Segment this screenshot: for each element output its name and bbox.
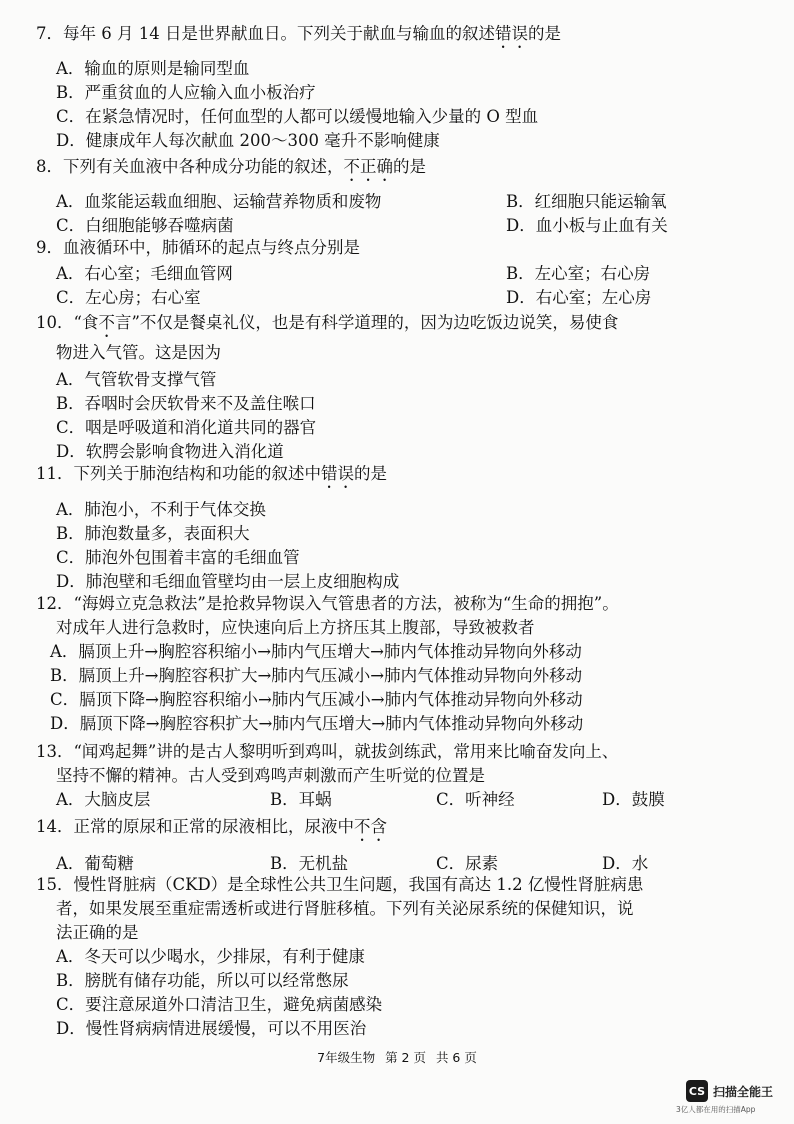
question-13 [36,740,764,812]
question-stem-continued: 法正确的是 [56,923,139,942]
emphasis-text: 错误 [321,464,354,483]
question-stem: 8．下列有关血液中各种成分功能的叙述，不正确的是 [36,157,426,176]
option-a: A．气管软骨支撑气管 [56,370,217,389]
option-a: A．输血的原则是输同型血 [56,59,250,78]
option-b: B．耳蜗 [270,790,332,809]
footer-subject: 7年级生物 [317,1050,376,1065]
question-stem-continued: 对成年人进行急救时，应快速向后上方挤压其上腹部，导致被救者 [56,618,535,637]
question-stem: 15．慢性肾脏病（CKD）是全球性公共卫生问题，我国有高达 1.2 亿慢性肾脏病患 [36,875,644,894]
question-stem: 12．“海姆立克急救法”是抢救异物误入气管患者的方法，被称为“生命的拥抱”。 [36,594,619,613]
question-12 [36,592,764,736]
question-stem: 7．每年 6 月 14 日是世界献血日。下列关于献血与输血的叙述错误的是 [36,24,561,43]
question-9 [36,236,764,310]
option-c: C．膈顶下降→胸腔容积缩小→肺内气压减小→肺内气体推动异物向外移动 [50,690,583,709]
question-10 [36,311,764,464]
emphasis-text: 不 [98,313,115,332]
scanner-app-name: 扫描全能王 [713,1084,774,1099]
question-8 [36,155,764,238]
option-c: C．白细胞能够吞噬病菌 [56,216,234,235]
option-b: B．红细胞只能运输氧 [506,192,667,211]
question-stem: 11．下列关于肺泡结构和功能的叙述中错误的是 [36,464,387,483]
option-a: A．血浆能运载血细胞、运输营养物质和废物 [56,192,382,211]
question-15 [36,873,764,1041]
question-stem: 9．血液循环中，肺循环的起点与终点分别是 [36,238,360,257]
option-d: D．慢性肾病病情进展缓慢，可以不用医治 [56,1019,367,1038]
question-stem-continued: 者，如果发展至重症需透析或进行肾脏移植。下列有关泌尿系统的保健知识，说 [56,899,634,918]
option-d: D．血小板与止血有关 [506,216,668,235]
option-d: D．软腭会影响食物进入消化道 [56,442,284,461]
emphasis-text: 不含 [354,817,387,836]
question-7 [36,22,764,153]
question-stem: 13．“闻鸡起舞”讲的是古人黎明听到鸡叫，就拔剑练武，常用来比喻奋发向上、 [36,742,619,761]
emphasis-text: 错误 [494,24,528,43]
question-stem-continued: 物进入气管。这是因为 [56,343,221,362]
option-a: A．冬天可以少喝水，少排尿，有利于健康 [56,947,365,966]
option-b: B．吞咽时会厌软骨来不及盖住喉口 [56,394,316,413]
option-b: B．膀胱有储存功能，所以可以经常憋尿 [56,971,349,990]
option-b: B．左心室；右心房 [506,264,651,283]
option-c: C．要注意尿道外口清洁卫生，避免病菌感染 [56,995,383,1014]
option-d: D．肺泡壁和毛细血管壁均由一层上皮细胞构成 [56,572,400,591]
option-d: D．右心室；左心房 [506,288,652,307]
option-a: A．葡萄糖 [56,854,134,873]
option-a: A．肺泡小，不利于气体交换 [56,500,266,519]
question-stem-continued: 坚持不懈的精神。古人受到鸡鸣声刺激而产生听觉的位置是 [56,766,485,785]
option-d: D．水 [602,854,649,873]
emphasis-text: 不正确 [343,157,393,176]
footer-page: 第 2 页 [385,1050,426,1065]
option-c: C．肺泡外包围着丰富的毛细血管 [56,548,300,567]
option-c: C．咽是呼吸道和消化道共同的器官 [56,418,317,437]
question-stem: 10．“食不言”不仅是餐桌礼仪，也是有科学道理的，因为边吃饭边说笑，易使食 [36,313,619,332]
page-footer [0,1048,794,1066]
option-c: C．在紧急情况时，任何血型的人都可以缓慢地输入少量的 O 型血 [56,107,539,126]
question-14 [36,815,764,876]
option-c: C．尿素 [436,854,499,873]
option-b: B．严重贫血的人应输入血小板治疗 [56,83,316,102]
scanner-watermark [686,1080,773,1102]
option-b: B．肺泡数量多，表面积大 [56,524,250,543]
scanner-slogan: 3亿人都在用的扫描App [676,1105,756,1114]
question-stem: 14．正常的原尿和正常的尿液相比，尿液中不含 [36,817,387,836]
footer-total: 共 6 页 [435,1050,477,1065]
option-a: A．大脑皮层 [56,790,151,809]
option-b: B．无机盐 [270,854,349,873]
option-c: C．左心房；右心室 [56,288,201,307]
option-a: A．膈顶上升→胸腔容积缩小→肺内气压增大→肺内气体推动异物向外移动 [50,642,582,661]
option-b: B．膈顶上升→胸腔容积扩大→肺内气压减小→肺内气体推动异物向外移动 [50,666,583,685]
option-c: C．听神经 [436,790,515,809]
option-d: D．鼓膜 [602,790,665,809]
option-d: D．膈顶下降→胸腔容积扩大→肺内气压增大→肺内气体推动异物向外移动 [50,714,584,733]
camscanner-logo-icon: CS [686,1080,708,1102]
option-d: D．健康成年人每次献血 200～300 毫升不影响健康 [56,131,440,150]
question-11 [36,462,764,594]
option-a: A．右心室；毛细血管网 [56,264,233,283]
